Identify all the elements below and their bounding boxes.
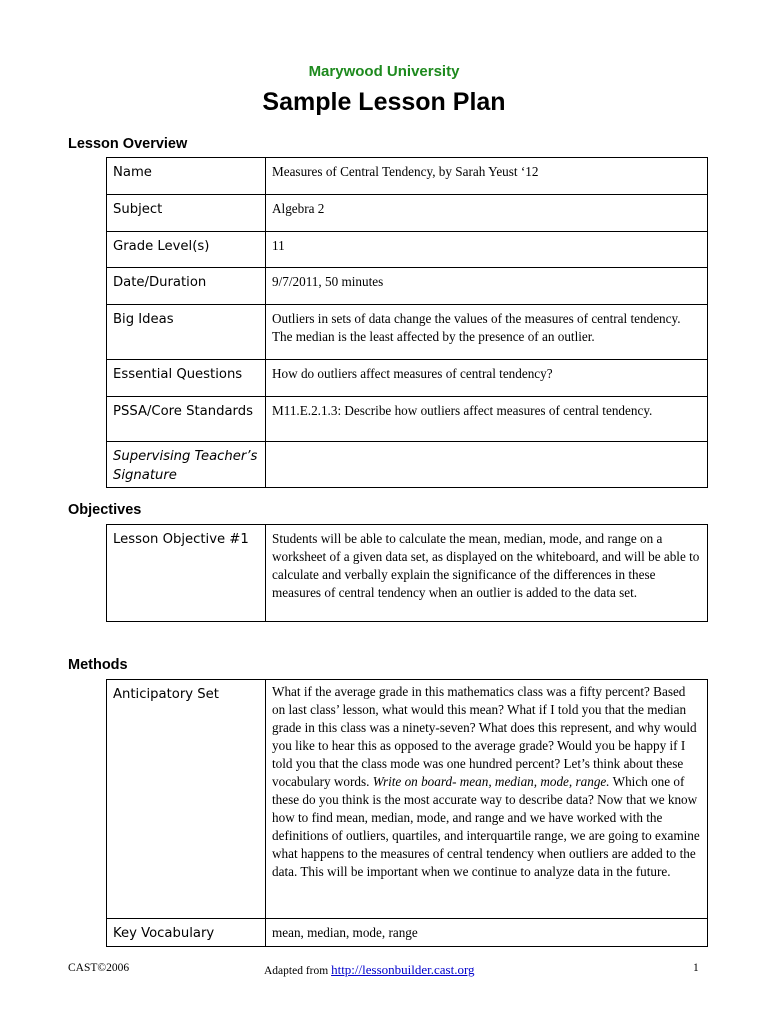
signature-field[interactable] <box>266 442 708 488</box>
row-label: Lesson Objective #1 <box>107 525 266 622</box>
row-label: Supervising Teacher’s Signature <box>107 442 266 488</box>
lesson-overview-table <box>106 157 708 488</box>
row-value: mean, median, mode, range <box>266 919 708 947</box>
row-label: Grade Level(s) <box>107 232 266 268</box>
row-label: Key Vocabulary <box>107 919 266 947</box>
section-heading-objectives: Objectives <box>68 502 142 518</box>
table-row <box>107 919 708 947</box>
objectives-table <box>106 524 708 622</box>
page-number: 1 <box>693 962 699 974</box>
board-instruction: Write on board- mean, median, mode, range. <box>372 774 610 789</box>
row-label: Essential Questions <box>107 360 266 397</box>
row-value <box>266 680 708 919</box>
row-value: Measures of Central Tendency, by Sarah Yeust ‘12 <box>266 158 708 195</box>
row-label: Big Ideas <box>107 305 266 360</box>
table-row <box>107 397 708 442</box>
footer-adapted-text: Adapted from <box>264 965 332 977</box>
row-label: Name <box>107 158 266 195</box>
section-heading-methods: Methods <box>68 657 128 673</box>
page-title: Sample Lesson Plan <box>262 88 506 116</box>
row-value: 11 <box>266 232 708 268</box>
row-value: Students will be able to calculate the mean, median, mode, and range on a worksheet of a given data set, as displayed on the whiteboard, and will be able to calculate and verbally explain the significance of the differences in these measures of central tendency when an outlier is added to the data set. <box>266 525 708 622</box>
methods-table <box>106 679 708 947</box>
footer-copyright: CAST©2006 <box>68 962 130 974</box>
row-value: 9/7/2011, 50 minutes <box>266 268 708 305</box>
table-row <box>107 442 708 488</box>
row-value: Algebra 2 <box>266 195 708 232</box>
row-label: Anticipatory Set <box>107 680 266 919</box>
lessonbuilder-link[interactable]: http://lessonbuilder.cast.org <box>331 962 475 977</box>
anticipatory-text-continued: Which one of these do you think is the most accurate way to describe data? Now that we know how to find mean, median, mode, and range and we have worked with the definitions of outliers, quartiles, and interquartile range, we are going to examine what happens to the measures of central tendency when outliers are added to the data. This will be important when we continue to analyze data in the future. <box>272 774 700 879</box>
row-label: Subject <box>107 195 266 232</box>
table-row <box>107 158 708 195</box>
table-row <box>107 305 708 360</box>
section-heading-overview: Lesson Overview <box>68 136 188 152</box>
table-row <box>107 195 708 232</box>
row-label: Date/Duration <box>107 268 266 305</box>
table-row <box>107 680 708 919</box>
table-row <box>107 268 708 305</box>
row-value: Outliers in sets of data change the values of the measures of central tendency. The median is the least affected by the presence of an outlier. <box>266 305 708 360</box>
table-row <box>107 525 708 622</box>
row-value: How do outliers affect measures of central tendency? <box>266 360 708 397</box>
table-row <box>107 232 708 268</box>
anticipatory-text: What if the average grade in this mathematics class was a fifty percent? Based on last class’ lesson, what would this mean? What if I told you that the median grade in this class was a ninety-seven? What does this represent, and why would you like to hear this as opposed to the average grade? Would you be happy if I told you that the class mode was one hundred percent? Let’s think about these vocabulary words. <box>272 684 697 789</box>
table-row <box>107 360 708 397</box>
university-name: Marywood University <box>308 63 460 80</box>
row-label: PSSA/Core Standards <box>107 397 266 442</box>
row-value: M11.E.2.1.3: Describe how outliers affect measures of central tendency. <box>266 397 708 442</box>
footer-attribution <box>264 962 475 978</box>
